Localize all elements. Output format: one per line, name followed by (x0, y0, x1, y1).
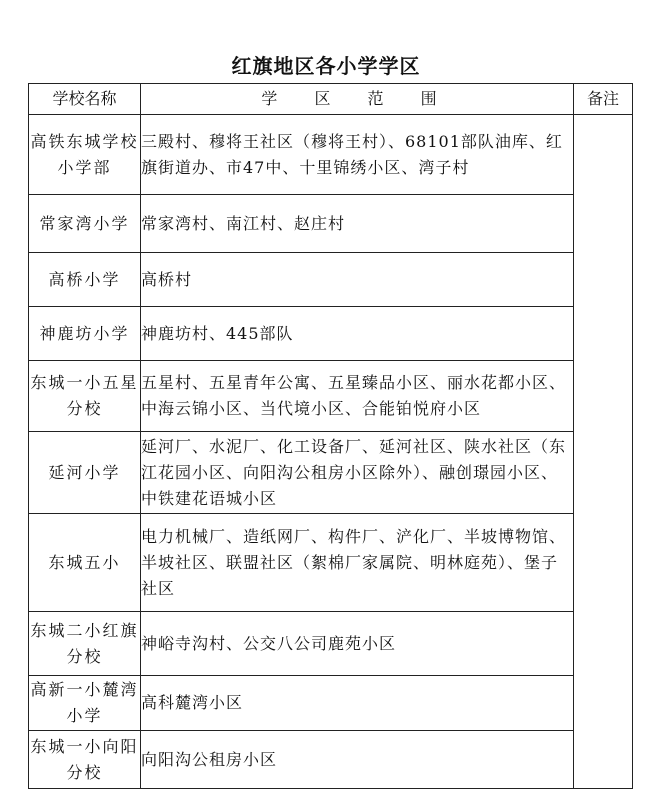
district-range-cell: 向阳沟公租房小区 (141, 731, 574, 789)
table-row (29, 195, 633, 253)
header-row (29, 84, 633, 115)
table-row (29, 115, 633, 195)
school-name-cell: 延河小学 (29, 432, 141, 514)
district-range-cell: 延河厂、水泥厂、化工设备厂、延河社区、陕水社区（东江花园小区、向阳沟公租房小区除外）、融创璟园小区、中铁建花语城小区 (141, 432, 574, 514)
school-name-cell: 神鹿坊小学 (29, 307, 141, 361)
district-range-cell: 常家湾村、南江村、赵庄村 (141, 195, 574, 253)
district-range-cell: 高桥村 (141, 253, 574, 307)
school-name-cell: 高桥小学 (29, 253, 141, 307)
table-row (29, 731, 633, 789)
school-name-cell: 东城一小五星分校 (29, 361, 141, 432)
school-district-table (28, 83, 633, 789)
school-name-cell: 东城二小红旗分校 (29, 612, 141, 676)
district-range-cell: 电力机械厂、造纸网厂、构件厂、浐化厂、半坡博物馆、半坡社区、联盟社区（絮棉厂家属院、明林庭苑）、堡子社区 (141, 514, 574, 612)
district-range-cell: 神峪寺沟村、公交八公司鹿苑小区 (141, 612, 574, 676)
district-range-cell: 神鹿坊村、445部队 (141, 307, 574, 361)
school-name-cell: 东城一小向阳分校 (29, 731, 141, 789)
district-range-cell: 三殿村、穆将王社区（穆将王村）、68101部队油库、红旗街道办、市47中、十里锦绣小区、湾子村 (141, 115, 574, 195)
header-district-range: 学 区 范 围 (141, 84, 574, 115)
table-row (29, 361, 633, 432)
table-row (29, 514, 633, 612)
table-row (29, 432, 633, 514)
page-title: 红旗地区各小学学区 (231, 54, 421, 78)
school-name-cell: 常家湾小学 (29, 195, 141, 253)
district-range-cell: 高科麓湾小区 (141, 676, 574, 731)
district-range-cell: 五星村、五星青年公寓、五星臻品小区、丽水花都小区、中海云锦小区、当代境小区、合能铂悦府小区 (141, 361, 574, 432)
table-row (29, 307, 633, 361)
table-row (29, 253, 633, 307)
header-school-name: 学校名称 (29, 84, 141, 115)
school-name-cell: 高铁东城学校小学部 (29, 115, 141, 195)
table-row (29, 612, 633, 676)
school-name-cell: 高新一小麓湾小学 (29, 676, 141, 731)
table-row (29, 676, 633, 731)
school-name-cell: 东城五小 (29, 514, 141, 612)
note-cell (574, 115, 633, 789)
header-note: 备注 (574, 84, 633, 115)
